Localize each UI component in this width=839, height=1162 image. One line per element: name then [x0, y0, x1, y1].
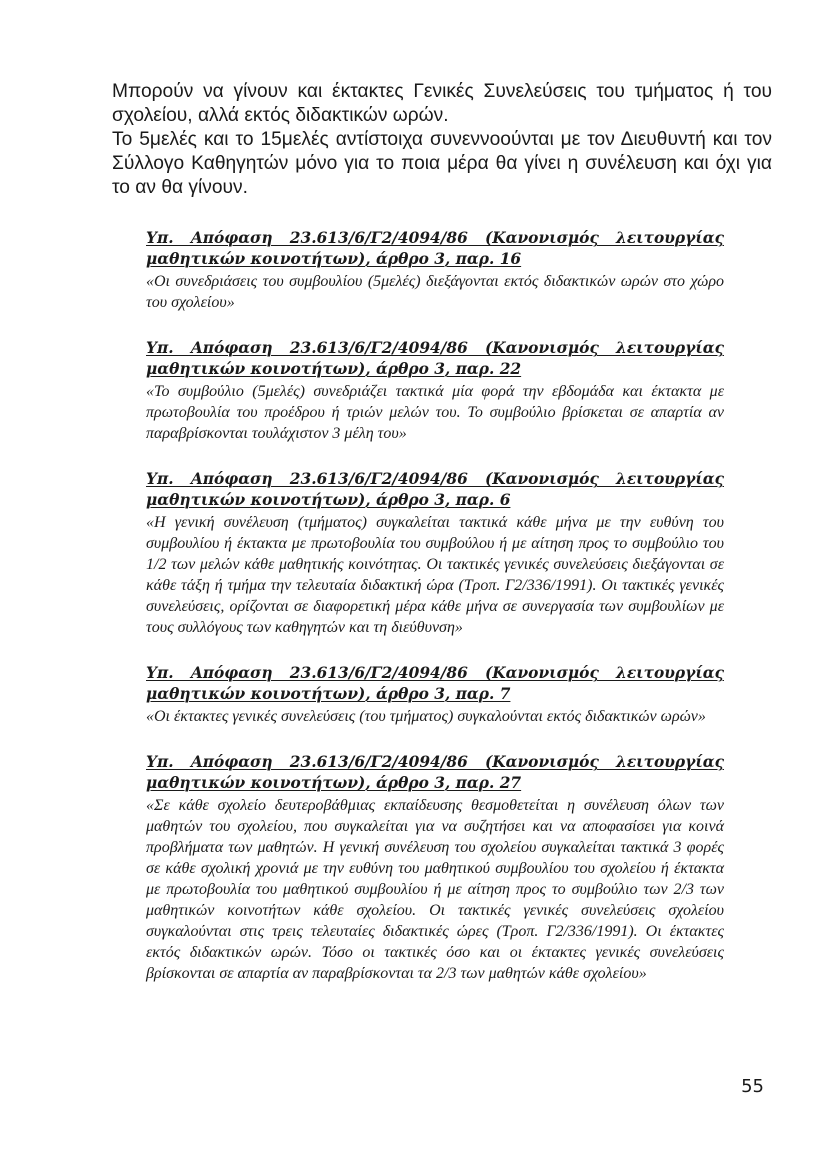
intro-paragraph: Το 5μελές και το 15μελές αντίστοιχα συνεννοούνται με τον Διευθυντή και τον Σύλλογο Καθηγητών μόνο για το ποια μέρα θα γίνει η συνέλευση και όχι για το αν θα γίνουν.: [112, 129, 772, 198]
legal-quote: [146, 663, 724, 727]
quote-heading: Υπ. Απόφαση 23.613/6/Γ2/4094/86 (Κανονισμός λειτουργίας μαθητικών κοινοτήτων), άρθρο 3, παρ. 6: [146, 470, 724, 509]
quote-heading: Υπ. Απόφαση 23.613/6/Γ2/4094/86 (Κανονισμός λειτουργίας μαθητικών κοινοτήτων), άρθρο 3, παρ. 22: [146, 339, 724, 378]
quote-text: «Οι έκτακτες γενικές συνελεύσεις (του τμήματος) συγκαλούνται εκτός διδακτικών ωρών»: [146, 708, 706, 725]
quote-text: «Σε κάθε σχολείο δευτεροβάθμιας εκπαίδευσης θεσμοθετείται η συνέλευση όλων των μαθητών του σχολείου, που συγκαλείται για να συζητήσει και να αποφασίσει για κοινά προβλήματα των μαθητών. Η γενική συνέλευση του σχολείου συγκαλείται τακτικά 3 φορές σε κάθε σχολική χρονιά με την ευθύνη του μαθητικού συμβουλίου του σχολείου ή έκτακτα με πρωτοβουλία του μαθητικού συμβουλίου ή με αίτηση προς το συμβούλιο των 2/3 των μαθητικών κοινοτήτων κάθε σχολείου. Οι τακτικές γενικές συνελεύσεις σχολείου συγκαλούνται στις τρεις τελευταίες διδακτικές ώρες (Τροπ. Γ2/336/1991). Οι έκτακτες εκτός διδακτικών ωρών. Τόσο οι τακτικές όσο και οι έκτακτες γενικές συνελεύσεις βρίσκονται σε απαρτία αν παραβρίσκονται τα 2/3 των μαθητών κάθε σχολείου»: [146, 797, 724, 982]
quote-text: «Το συμβούλιο (5μελές) συνεδριάζει τακτικά μία φορά την εβδομάδα και έκτακτα με πρωτοβουλία του προέδρου ή τριών μελών του. Το συμβούλιο βρίσκεται σε απαρτία αν παραβρίσκονται τουλάχιστον 3 μέλη του»: [146, 383, 724, 442]
page-number: 55: [741, 1076, 764, 1097]
legal-quote: [146, 338, 724, 444]
legal-quote: [146, 469, 724, 638]
quote-heading: Υπ. Απόφαση 23.613/6/Γ2/4094/86 (Κανονισμός λειτουργίας μαθητικών κοινοτήτων), άρθρο 3, παρ. 16: [146, 229, 724, 268]
legal-quotes: [146, 228, 724, 984]
intro-paragraph: Μπορούν να γίνουν και έκτακτες Γενικές Συνελεύσεις του τμήματος ή του σχολείου, αλλά εκτός διδακτικών ωρών.: [112, 81, 772, 126]
quote-heading: Υπ. Απόφαση 23.613/6/Γ2/4094/86 (Κανονισμός λειτουργίας μαθητικών κοινοτήτων), άρθρο 3, παρ. 27: [146, 753, 724, 792]
quote-text: «Η γενική συνέλευση (τμήματος) συγκαλείται τακτικά κάθε μήνα με την ευθύνη του συμβουλίου ή έκτακτα με πρωτοβουλία του συμβούλου ή με αίτηση προς το συμβούλιο του 1/2 των μελών κάθε μαθητικής κοινότητας. Οι τακτικές γενικές συνελεύσεις διεξάγονται σε κάθε τάξη ή τμήμα την τελευταία διδακτική ώρα (Τροπ. Γ2/336/1991). Οι τακτικές γενικές συνελεύσεις, ορίζονται σε διαφορετική μέρα κάθε μήνα σε συνεργασία των συμβουλίων με τους συλλόγους των καθηγητών και τη διεύθυνση»: [146, 514, 724, 636]
legal-quote: [146, 752, 724, 984]
legal-quote: [146, 228, 724, 313]
quote-heading: Υπ. Απόφαση 23.613/6/Γ2/4094/86 (Κανονισμός λειτουργίας μαθητικών κοινοτήτων), άρθρο 3, παρ. 7: [146, 664, 724, 703]
intro-text: [112, 80, 772, 200]
quote-text: «Οι συνεδριάσεις του συμβουλίου (5μελές) διεξάγονται εκτός διδακτικών ωρών στο χώρο του σχολείου»: [146, 273, 724, 311]
